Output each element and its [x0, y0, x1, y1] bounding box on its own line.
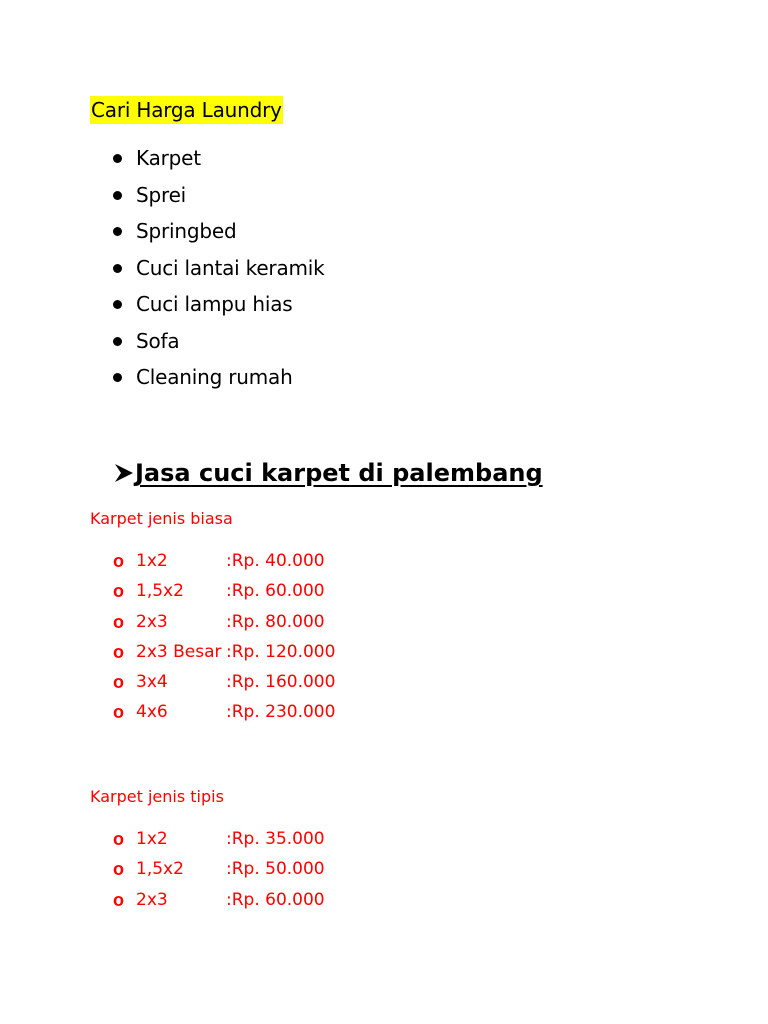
service-label: Karpet: [136, 146, 201, 170]
letter-o-bullet-icon: o: [113, 889, 124, 910]
letter-o-bullet-icon: o: [113, 551, 124, 571]
letter-o-bullet-icon: o: [113, 702, 124, 723]
price-size: 2x3: [136, 889, 168, 910]
price-size: 1x2: [136, 551, 168, 571]
letter-o-bullet-icon: o: [113, 611, 124, 632]
price-value: :Rp. 80.000: [226, 611, 325, 632]
price-size: 2x3: [136, 611, 168, 632]
letter-o-bullet-icon: o: [113, 581, 124, 602]
group-title-biasa: Karpet jenis biasa: [90, 509, 233, 528]
price-value: :Rp. 60.000: [226, 889, 325, 910]
price-size: 1,5x2: [136, 581, 184, 602]
price-value: :Rp. 120.000: [226, 641, 336, 662]
price-size: 1x2: [136, 829, 168, 849]
price-value: :Rp. 40.000: [226, 551, 325, 571]
price-size: 3x4: [136, 672, 168, 693]
bullet-icon: [113, 300, 122, 309]
section-heading: [114, 456, 543, 490]
price-value: :Rp. 60.000: [226, 581, 325, 602]
letter-o-bullet-icon: o: [113, 829, 124, 849]
service-label: Sprei: [136, 182, 187, 207]
service-label: Springbed: [136, 219, 237, 243]
service-label: Sofa: [136, 328, 180, 353]
bullet-icon: [113, 191, 122, 200]
price-size: 1,5x2: [136, 859, 184, 880]
price-value: :Rp. 35.000: [226, 829, 325, 849]
letter-o-bullet-icon: o: [113, 672, 124, 693]
page-title: Cari Harga Laundry: [91, 98, 282, 122]
letter-o-bullet-icon: o: [113, 641, 124, 662]
price-value: :Rp. 160.000: [226, 672, 336, 693]
bullet-icon: [113, 337, 122, 346]
service-label: Cuci lampu hias: [136, 292, 293, 316]
arrowhead-icon: [114, 462, 134, 484]
group-title-tipis: Karpet jenis tipis: [90, 787, 224, 806]
price-size: 4x6: [136, 702, 168, 723]
letter-o-bullet-icon: o: [113, 859, 124, 880]
bullet-icon: [113, 154, 122, 163]
service-label: Cuci lantai keramik: [136, 255, 325, 280]
price-size: 2x3 Besar: [136, 641, 222, 662]
service-label: Cleaning rumah: [136, 365, 293, 389]
bullet-icon: [113, 373, 122, 382]
price-value: :Rp. 50.000: [226, 859, 325, 880]
price-value: :Rp. 230.000: [226, 702, 336, 723]
bullet-icon: [113, 227, 122, 236]
bullet-icon: [113, 264, 122, 273]
section-heading-text: Jasa cuci karpet di palembang: [135, 459, 543, 487]
